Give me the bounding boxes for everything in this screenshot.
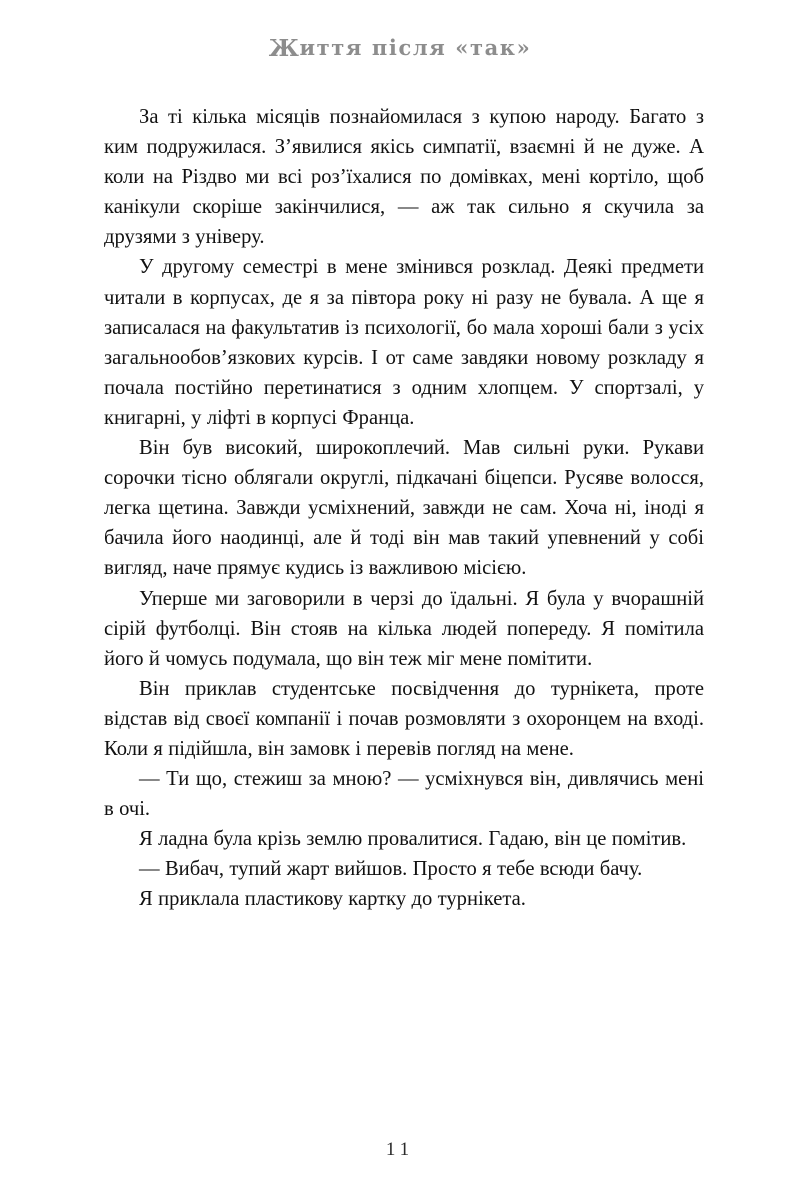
running-head-initial: Ж xyxy=(268,34,301,62)
paragraph: Уперше ми заговорили в черзі до їдальні. Я була у вчорашній сірій футболці. Він стояв на кілька людей попереду. Я помітила його й чомусь подумала, що він теж міг мене помітити. xyxy=(104,587,704,670)
running-head xyxy=(0,34,800,62)
paragraph: Я приклала пластикову картку до турнікета. xyxy=(139,888,526,911)
paragraph: — Ти що, стежиш за мною? — усміхнувся він, дивлячись мені в очі. xyxy=(104,768,704,821)
paragraph: Я ладна була крізь землю провалитися. Гадаю, він це помітив. xyxy=(139,828,687,851)
running-head-text: иття після «так» xyxy=(299,35,532,60)
body-text-block xyxy=(104,102,704,915)
paragraph: За ті кілька місяців познайомилася з купою народу. Багато з ким подружилася. З’явилися якісь симпатії, взаємні й не дуже. А коли на Різдво ми всі роз’їхалися по домівках, мені кортіло, щоб канікули скоріше закінчилися, — аж так сильно я скучила за друзями з універу. xyxy=(104,106,704,249)
paragraph: Він приклав студентське посвідчення до турнікета, проте відстав від своєї компанії і почав розмовляти з охоронцем на вході. Коли я підійшла, він замовк і перевів погляд на мене. xyxy=(104,677,704,760)
paragraph: — Вибач, тупий жарт вийшов. Просто я тебе всюди бачу. xyxy=(139,858,643,881)
page-number: 11 xyxy=(385,1139,415,1160)
paragraph: У другому семестрі в мене змінився розклад. Деякі предмети читали в корпусах, де я за півтора року ні разу не бувала. А ще я записалася на факультатив із психології, бо мала хороші бали з усіх загальнообов’язкових курсів. І от саме завдяки новому розкладу я почала постійно перетинатися з одним хлопцем. У спортзалі, у книгарні, у ліфті в корпусі Франца. xyxy=(104,256,704,429)
paragraph: Він був високий, широкоплечий. Мав сильні руки. Рукави сорочки тісно облягали округлі, підкачані біцепси. Русяве волосся, легка щетина. Завжди усміхнений, завжди не сам. Хоча ні, іноді я бачила його наодинці, але й тоді він мав такий упевнений у собі вигляд, наче прямує кудись із важливою місією. xyxy=(104,437,704,580)
